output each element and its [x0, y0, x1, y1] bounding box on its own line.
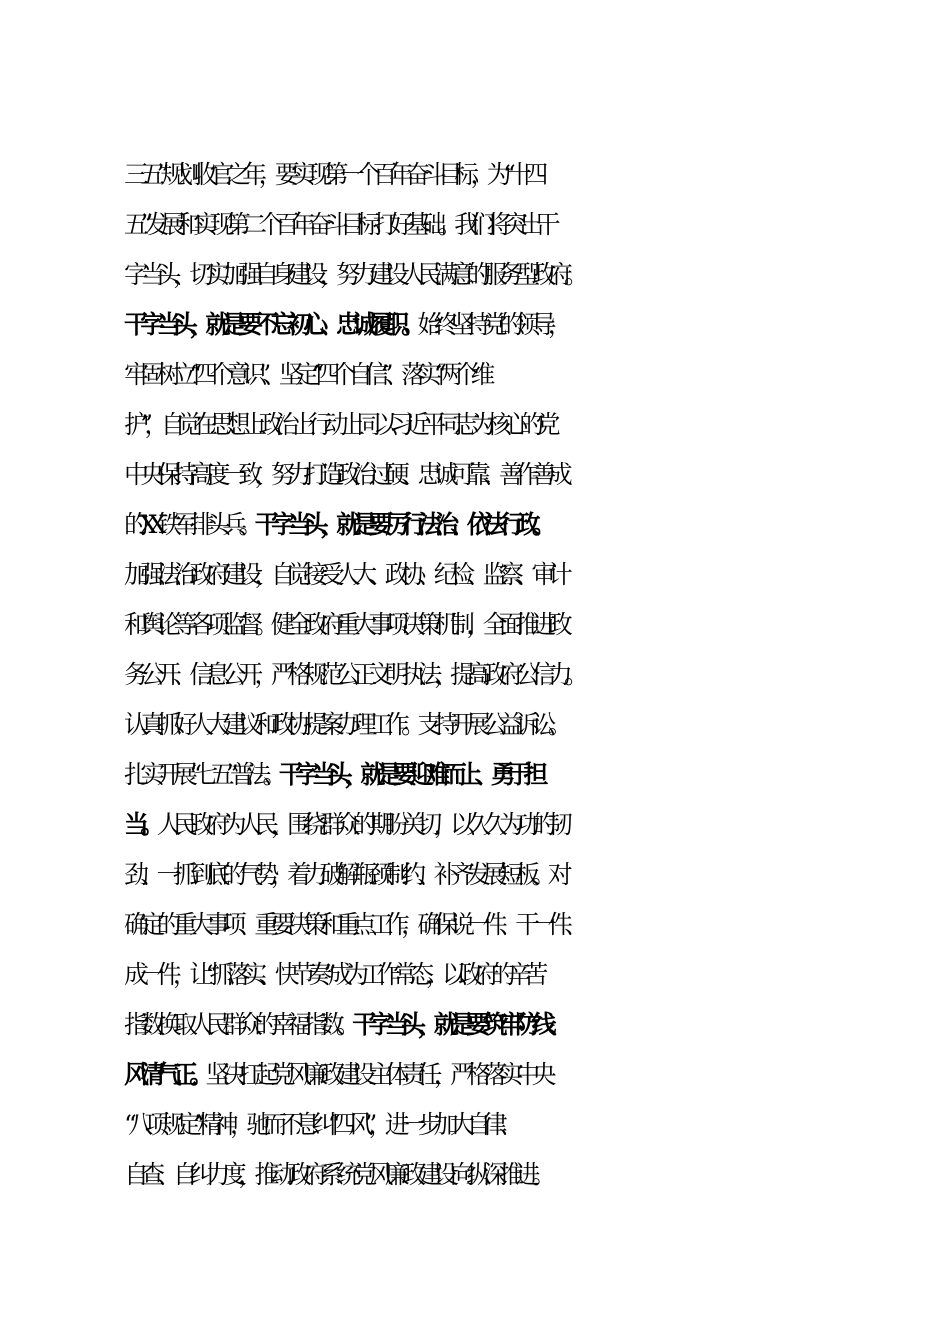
text-segment: 中央保持高度一致，努力打造政治过硬、忠诚可靠、善作善成 — [124, 460, 565, 489]
text-line — [124, 950, 844, 1000]
text-segment: 始终坚持党的领导， — [417, 310, 565, 339]
text-line — [124, 650, 844, 700]
text-segment: 务公开、信息公开，严格规范公正文明执法，提高政府公信力。 — [124, 660, 581, 689]
text-line — [124, 350, 844, 400]
text-line — [124, 1000, 844, 1050]
text-line — [124, 1050, 844, 1100]
bold-text-segment: 干字当头，就是要筑牢防线、 — [352, 1010, 565, 1039]
bold-text-segment: 干字当头，就是要迎难而上、勇于担 — [278, 760, 540, 789]
text-segment: 人民政府为人民，围绕群众的期盼关切，以久久为功的韧 — [156, 810, 565, 839]
text-segment: “八项规定”精神，驰而不息纠“四风”，进一步加大自律、 — [124, 1110, 516, 1139]
text-line — [124, 1100, 844, 1150]
text-line — [124, 500, 844, 550]
text-line — [124, 450, 844, 500]
text-line — [124, 900, 844, 950]
text-line — [124, 550, 844, 600]
text-segment: 认真抓好人大建议和政协提案办理工作。支持开展公益诉讼。 — [124, 710, 565, 739]
text-segment: 指数换取人民群众的幸福指数。 — [124, 1010, 353, 1039]
text-line — [124, 200, 844, 250]
text-segment: 加强法治政府建设，自觉接受人大、政协、纪检、监察、审计 — [124, 560, 565, 589]
text-line — [124, 300, 844, 350]
bold-text-segment: 干字当头，就是要厉行法治、依法行政。 — [254, 510, 549, 539]
text-line — [124, 800, 844, 850]
text-segment: 成一件，让“抓落实、快节奏”成为工作常态，以政府的辛苦 — [124, 960, 540, 989]
text-line — [124, 250, 844, 300]
text-segment: 牢固树立“四个意识”、坚定“四个自信”、落实“两个维 — [124, 360, 487, 389]
text-line — [124, 700, 844, 750]
text-segment: 的 XX 铁军排头兵。 — [124, 510, 255, 539]
text-line — [124, 850, 844, 900]
text-segment: 和舆论等各项监督。健全政府重大事项决策机制，全面推进政 — [124, 610, 565, 639]
text-line — [124, 1150, 844, 1200]
text-segment: 字当头，切实加强自身建设，努力建设人民满意的服务型政府。 — [124, 260, 581, 289]
bold-text-segment: 干字当头，就是要不忘初心、忠诚履职。 — [124, 310, 418, 339]
bold-text-segment: 风清气正。 — [124, 1060, 206, 1089]
text-segment: 自查、自纠力度，推动政府系统党风廉政建设向纵深推进。 — [124, 1160, 548, 1189]
text-segment: 坚决扛起党风廉政建设主体责任，严格落实中央 — [205, 1060, 548, 1089]
text-line — [124, 750, 844, 800]
text-segment: 五”发展和实现第二个百年奋斗目标打好基础。我们将突出干 — [124, 210, 552, 239]
text-line — [124, 150, 844, 200]
text-line — [124, 400, 844, 450]
text-segment: 确定的重大事项、重要决策和重点工作，确保说一件、干一件、 — [124, 910, 581, 939]
text-segment: 护”，自觉在思想上政治上行动上同以习近平同志为核心的党 — [124, 410, 552, 439]
text-line — [124, 600, 844, 650]
text-segment: 扎实开展“七五”普法。 — [124, 760, 279, 789]
text-segment: 劲、一抓到底的气势，着力破解瓶颈制约、补齐发展短板。对 — [124, 860, 565, 889]
document-body — [124, 150, 844, 1200]
bold-text-segment: 当。 — [124, 810, 157, 839]
text-segment: 三五”规划收官之年，要实现第一个百年奋斗目标，为“十四 — [124, 160, 540, 189]
